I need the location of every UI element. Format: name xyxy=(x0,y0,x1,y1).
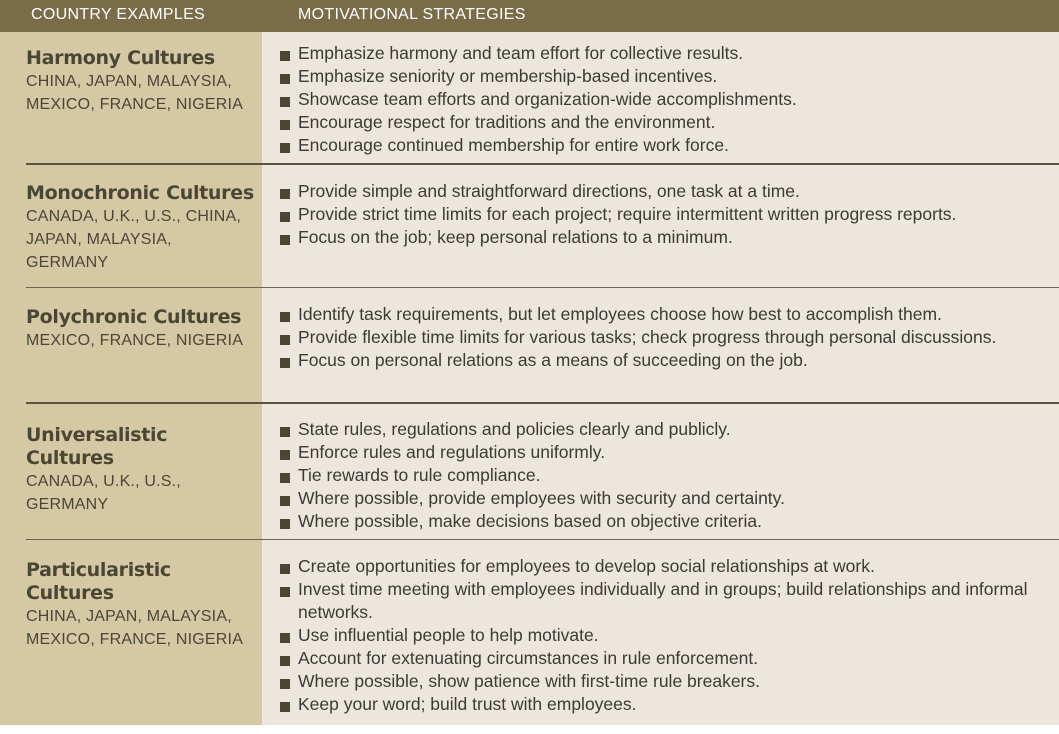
strategy-item: Create opportunities for employees to develop social relationships at work. xyxy=(278,555,1058,578)
strategy-item: Provide simple and straightforward directions, one task at a time. xyxy=(278,180,1058,203)
strategy-item: Identify task requirements, but let employees choose how best to accomplish them. xyxy=(278,303,1058,326)
strategy-item: Where possible, provide employees with security and certainty. xyxy=(278,487,1058,510)
polychronic-strategies xyxy=(278,303,1058,372)
strategy-item: Enforce rules and regulations uniformly. xyxy=(278,441,1058,464)
strategy-item: State rules, regulations and policies clearly and publicly. xyxy=(278,418,1058,441)
strategy-item: Emphasize harmony and team effort for collective results. xyxy=(278,42,1058,65)
universalistic-strategies xyxy=(278,418,1058,533)
culture-title: Universalistic Cultures xyxy=(26,424,168,469)
particularistic-cultures-cell xyxy=(26,559,258,651)
row-divider xyxy=(26,163,1059,165)
strategy-item: Encourage continued membership for entire work force. xyxy=(278,134,1058,157)
row-divider xyxy=(26,402,1059,404)
monochronic-strategies xyxy=(278,180,1058,249)
culture-title: Polychronic Cultures xyxy=(26,306,242,328)
particularistic-strategies xyxy=(278,555,1058,716)
culture-title: Harmony Cultures xyxy=(26,47,215,69)
harmony-cultures-cell xyxy=(26,47,258,116)
country-examples: CANADA, U.K., U.S., GERMANY xyxy=(26,473,181,513)
polychronic-cultures-cell xyxy=(26,306,258,352)
strategy-item: Provide flexible time limits for various tasks; check progress through personal discussions. xyxy=(278,326,1058,349)
harmony-strategies xyxy=(278,42,1058,157)
country-examples: CANADA, U.K., U.S., CHINA, JAPAN, MALAYSIA, GERMANY xyxy=(26,208,242,271)
strategy-item: Where possible, show patience with first-time rule breakers. xyxy=(278,670,1058,693)
strategy-item: Account for extenuating circumstances in rule enforcement. xyxy=(278,647,1058,670)
header-country-examples: COUNTRY EXAMPLES xyxy=(31,6,206,23)
strategy-item: Use influential people to help motivate. xyxy=(278,624,1058,647)
strategy-item: Invest time meeting with employees individually and in groups; build relationships and informal networks. xyxy=(278,578,1058,624)
strategy-item: Keep your word; build trust with employees. xyxy=(278,693,1058,716)
row-divider xyxy=(26,539,1059,540)
table-header xyxy=(0,0,1059,32)
strategy-item: Focus on personal relations as a means of succeeding on the job. xyxy=(278,349,1058,372)
strategy-item: Tie rewards to rule compliance. xyxy=(278,464,1058,487)
header-motivational-strategies: MOTIVATIONAL STRATEGIES xyxy=(298,6,526,23)
strategy-item: Showcase team efforts and organization-wide accomplishments. xyxy=(278,88,1058,111)
country-examples: CHINA, JAPAN, MALAYSIA, MEXICO, FRANCE, NIGERIA xyxy=(26,73,244,113)
country-examples: CHINA, JAPAN, MALAYSIA, MEXICO, FRANCE, NIGERIA xyxy=(26,608,244,648)
strategy-item: Emphasize seniority or membership-based incentives. xyxy=(278,65,1058,88)
strategy-item: Provide strict time limits for each project; require intermittent written progress reports. xyxy=(278,203,1058,226)
strategy-item: Where possible, make decisions based on objective criteria. xyxy=(278,510,1058,533)
monochronic-cultures-cell xyxy=(26,182,258,274)
row-divider xyxy=(26,287,1059,288)
strategy-item: Encourage respect for traditions and the environment. xyxy=(278,111,1058,134)
culture-title: Monochronic Cultures xyxy=(26,182,254,204)
strategy-item: Focus on the job; keep personal relations to a minimum. xyxy=(278,226,1058,249)
universalistic-cultures-cell xyxy=(26,424,258,516)
country-examples: MEXICO, FRANCE, NIGERIA xyxy=(26,332,244,349)
culture-title: Particularistic Cultures xyxy=(26,559,171,604)
